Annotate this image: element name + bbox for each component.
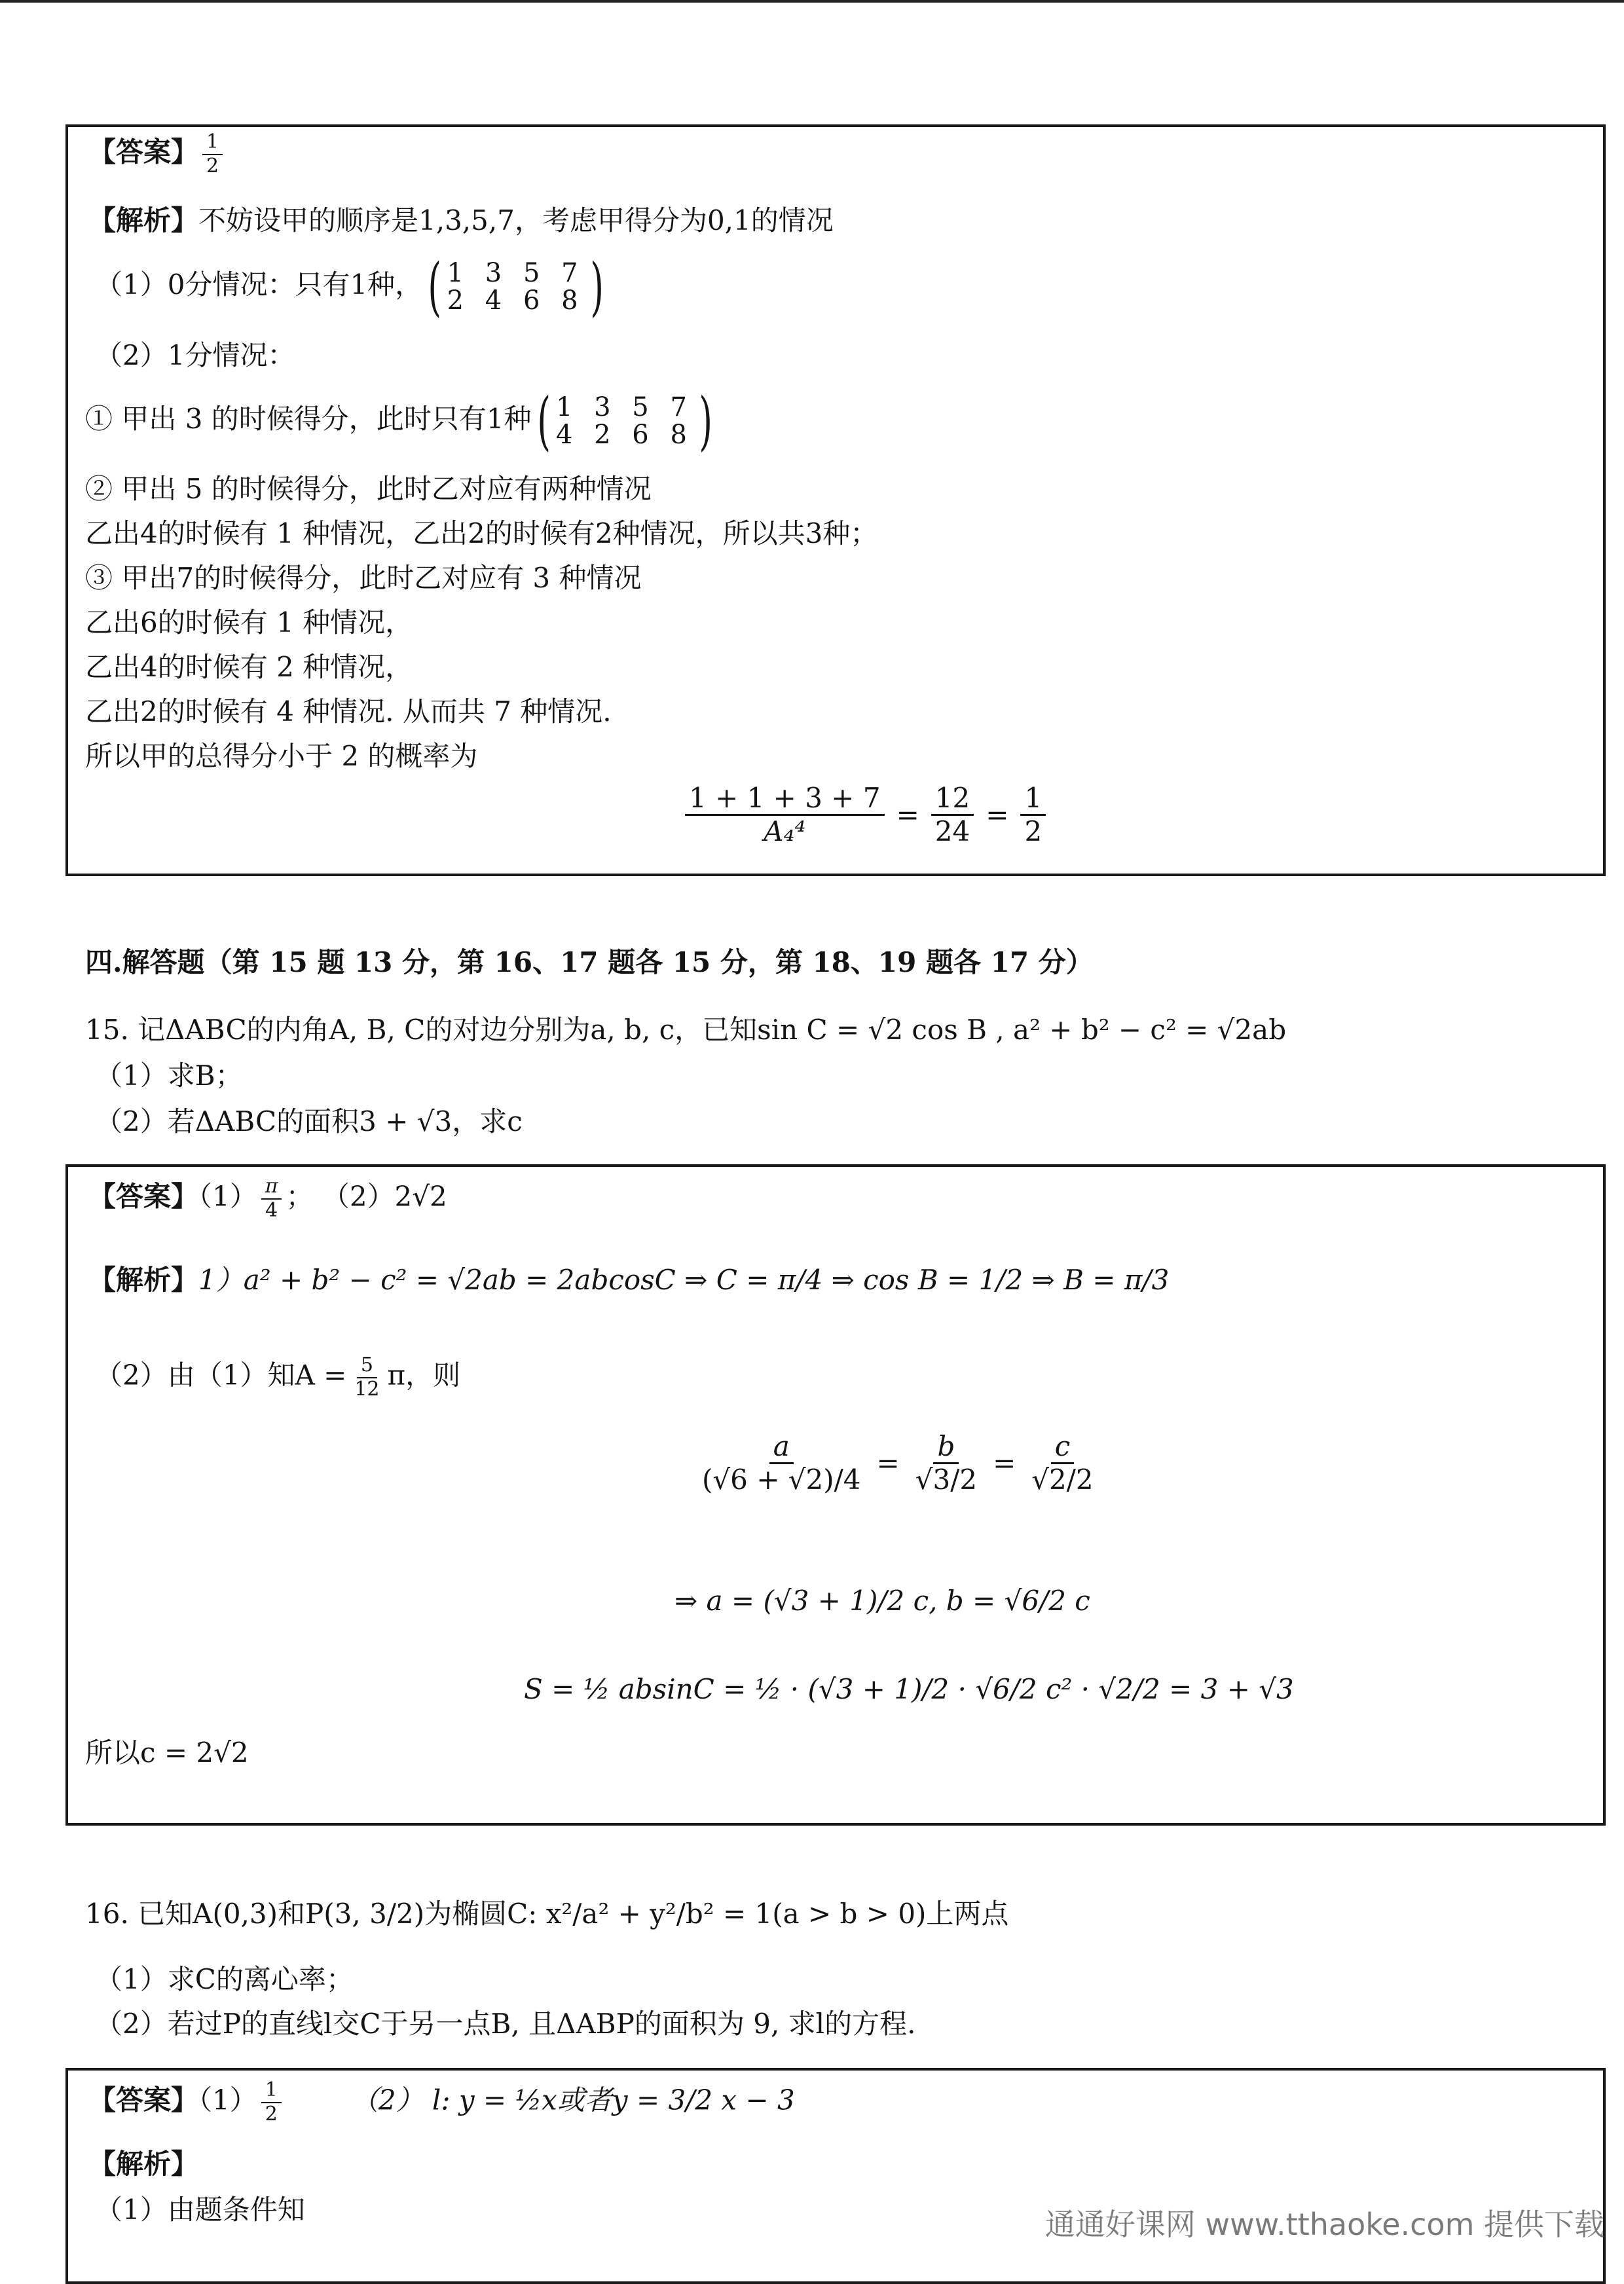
answer-fraction: $\frac{1}{2}$ [202, 131, 223, 177]
q15-conclusion: 所以c = 2√2 [85, 1737, 249, 1769]
answer-label: 【答案】 [88, 136, 199, 168]
q15-analysis-2: （2）由（1）知A = $\frac{5}{12}$ π，则 [95, 1354, 461, 1401]
section-heading: 四.解答题（第 15 题 13 分，第 16、17 题各 15 分，第 18、19 题各 17 分） [85, 946, 1094, 978]
q14-sub1-line: ① 甲出 3 的时候得分，此时只有1种 ( 1 3 5 7 4 2 6 8 ) [85, 390, 718, 452]
q16-part1: （1）求C的离心率； [95, 1963, 354, 1995]
q14-line-b: 乙出6的时候有 1 种情况， [85, 606, 413, 638]
q15-answer-line: 【答案】（1） $\frac{\pi}{4}$ ； （2）2√2 [88, 1175, 447, 1222]
q15-side-equation: ⇒ a = (√3 + 1)/2 c, b = √6/2 c [674, 1585, 1090, 1617]
q14-line-e: 所以甲的总得分小于 2 的概率为 [85, 740, 478, 772]
q15-ratio-equation: $\frac{a}{(√6 + √2)/4}$ = $\frac{b}{√3/2}$ = $\frac{c}{√2/2}$ [702, 1430, 1094, 1496]
q15-analysis-1: 【解析】1）a² + b² − c² = √2ab = 2abcosC ⇒ C = π/4 ⇒ cos B = 1/2 ⇒ B = π/3 [88, 1264, 1170, 1296]
q14-line-a: 乙出4的时候有 1 种情况，乙出2的时候有2种情况，所以共3种； [85, 517, 878, 549]
q15-part1: （1）求B； [95, 1059, 243, 1092]
q16-part2: （2）若过P的直线l交C于另一点B, 且ΔABP的面积为 9, 求l的方程. [95, 2008, 916, 2040]
q16-stem: 16. 已知A(0,3)和P(3, 3/2)为椭圆C: x²/a² + y²/b² = 1(a > b > 0)上两点 [85, 1898, 1009, 1930]
q16-analysis-label: 【解析】 [88, 2148, 199, 2180]
q14-answer-line [88, 131, 227, 177]
top-rule [0, 0, 1624, 3]
q14-sub3-line: ③ 甲出7的时候得分，此时乙对应有 3 种情况 [85, 562, 642, 594]
q14-sub2-line: ② 甲出 5 的时候得分，此时乙对应有两种情况 [85, 473, 652, 505]
q15-area-equation: S = ½ absinC = ½ · (√3 + 1)/2 · √6/2 c² · √2/2 = 3 + √3 [524, 1673, 1294, 1705]
analysis-text: 不妨设甲的顺序是1,3,5,7，考虑甲得分为0,1的情况 [198, 204, 834, 236]
sub1-matrix: ( 1 3 5 7 4 2 6 8 ) [536, 384, 712, 458]
analysis-label: 【解析】 [88, 204, 199, 236]
case0-matrix: ( 1 3 5 7 2 4 6 8 ) [428, 250, 604, 323]
q14-analysis-line [88, 204, 834, 237]
q15-part2: （2）若ΔABC的面积3 + √3，求c [95, 1105, 523, 1137]
q14-case0-line: （1）0分情况：只有1种， ( 1 3 5 7 2 4 6 8 ) [95, 255, 609, 318]
q14-line-c: 乙出4的时候有 2 种情况， [85, 651, 413, 683]
q16-answer-line: 【答案】（1） $\frac{1}{2}$ （2） l: y = ½x或者y = 3/2 x − 3 [88, 2078, 795, 2126]
q15-stem: 15. 记ΔABC的内角A, B, C的对边分别为a, b, c，已知sin C = √2 cos B , a² + b² − c² = √2ab [85, 1014, 1287, 1046]
q14-case1-line: （2）1分情况： [95, 339, 295, 371]
q14-final-equation: $\frac{1 + 1 + 3 + 7}{\text{A₄⁴}}$ = $\frac{12}{24}$ = $\frac{1}{2}$ [681, 783, 1050, 848]
watermark: 通通好课网 www.tthaoke.com 提供下载 [1044, 2207, 1604, 2242]
q14-line-d: 乙出2的时候有 4 种情况. 从而共 7 种情况. [85, 695, 612, 728]
q16-analysis-1: （1）由题条件知 [95, 2194, 305, 2226]
